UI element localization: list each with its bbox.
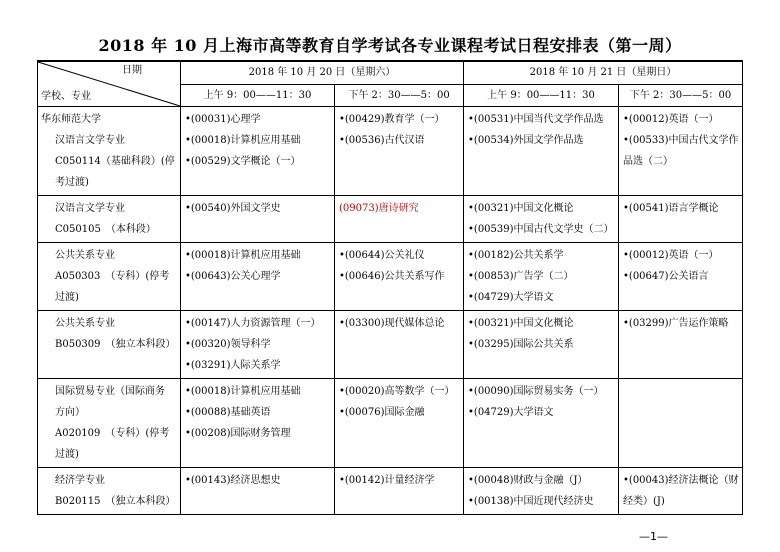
course-entry: •(00208)国际财务管理	[185, 428, 291, 439]
course-entry: •(00142)计量经济学	[339, 475, 435, 486]
exam-slot-d2pm	[619, 468, 743, 515]
table-row	[38, 311, 743, 379]
exam-slot-d2am	[464, 107, 619, 196]
course-entry: •(00182)公共关系学	[468, 250, 564, 261]
course-entry: •(00644)公关礼仪	[339, 250, 425, 261]
table-row	[38, 107, 743, 196]
exam-slot-d2am	[464, 196, 619, 243]
school-major-line: 国际贸易专业（国际商务	[55, 386, 165, 397]
course-entry: •(00031)心理学	[185, 114, 261, 125]
exam-slot-d1am	[181, 107, 335, 196]
exam-slot-d1am	[181, 311, 335, 379]
exam-slot-d2pm	[619, 196, 743, 243]
school-major-line: A020109 （专科）(停考	[55, 428, 170, 439]
exam-slot-d1pm	[335, 379, 464, 468]
course-entry: •(00088)基础英语	[185, 407, 271, 418]
day2-am-header: 上午 9：00——11：30	[464, 85, 619, 107]
course-entry: •(00048)财政与金融（J）	[468, 475, 588, 486]
course-entry: •(00646)公共关系写作	[339, 271, 445, 282]
school-major-line: B020115 （独立本科段）	[55, 496, 176, 507]
day2-pm-header: 下午 2：30——5：00	[619, 85, 743, 107]
table-row	[38, 243, 743, 311]
exam-slot-d1pm	[335, 243, 464, 311]
school-major-line: C050114（基础科段）(停	[55, 156, 175, 167]
course-entry: •(00429)教育学（一）	[339, 114, 445, 125]
course-entry: •(00534)外国文学作品选	[468, 135, 584, 146]
course-entry: •(03300)现代媒体总论	[339, 318, 445, 329]
exam-slot-d1pm	[335, 196, 464, 243]
course-entry: •(04729)大学语文	[468, 292, 554, 303]
course-entry: •(03291)人际关系学	[185, 360, 281, 371]
exam-slot-d1am	[181, 243, 335, 311]
school-major-line: 考过渡)	[55, 177, 89, 188]
exam-slot-d2pm	[619, 107, 743, 196]
exam-slot-d1am	[181, 196, 335, 243]
course-entry: •(00138)中国近现代经济史	[468, 496, 594, 507]
exam-slot-d2pm	[619, 311, 743, 379]
course-entry: •(00320)领导科学	[185, 339, 271, 350]
course-entry: •(00076)国际金融	[339, 407, 425, 418]
course-entry: •(00012)英语（一）	[623, 250, 719, 261]
table-row	[38, 196, 743, 243]
day2-header: 2018 年 10 月 21 日（星期日）	[464, 61, 743, 85]
course-entry: •(00321)中国文化概论	[468, 318, 574, 329]
corner-date-label: 日期	[122, 65, 142, 76]
course-entry: (09073)唐诗研究	[339, 203, 419, 214]
header-corner	[38, 61, 181, 107]
course-entry: •(00143)经济思想史	[185, 475, 281, 486]
course-entry: •(03295)国际公共关系	[468, 339, 574, 350]
school-major-line: 公共关系专业	[55, 318, 115, 329]
school-major-line: B050309 （独立本科段）	[55, 339, 176, 350]
school-major-cell	[38, 107, 181, 196]
school-major-cell	[38, 243, 181, 311]
course-entry: •(00536)古代汉语	[339, 135, 425, 146]
exam-slot-d2am	[464, 243, 619, 311]
school-major-cell	[38, 196, 181, 243]
school-major-line: 汉语言文学专业	[55, 135, 125, 146]
school-major-cell	[38, 379, 181, 468]
course-entry: •(00853)广告学（二）	[468, 271, 574, 282]
school-major-cell	[38, 468, 181, 515]
course-entry: •(00012)英语（一）	[623, 114, 719, 125]
exam-slot-d1pm	[335, 311, 464, 379]
school-major-line: 汉语言文学专业	[55, 203, 125, 214]
course-entry: •(04729)大学语文	[468, 407, 554, 418]
course-entry: •(00541)语言学概论	[623, 203, 719, 214]
school-major-line: 华东师范大学	[41, 114, 101, 125]
school-major-line: 公共关系专业	[55, 250, 115, 261]
course-entry: •(00043)经济法概论（财经类）(J)	[623, 475, 739, 507]
course-entry: •(00020)高等数学（一）	[339, 386, 455, 397]
table-row	[38, 379, 743, 468]
course-entry: •(00647)公关语言	[623, 271, 709, 282]
course-entry: •(00643)公关心理学	[185, 271, 281, 282]
exam-slot-d2pm	[619, 243, 743, 311]
day1-am-header: 上午 9：00——11：30	[181, 85, 335, 107]
school-major-line: 经济学专业	[55, 475, 105, 486]
course-entry: •(00531)中国当代文学作品选	[468, 114, 604, 125]
course-entry: •(00018)计算机应用基础	[185, 250, 301, 261]
course-entry: •(00321)中国文化概论	[468, 203, 574, 214]
course-entry: •(03299)广告运作策略	[623, 318, 729, 329]
school-major-line: A050303 （专科）(停考	[55, 271, 170, 282]
school-major-line: 方向）	[55, 407, 85, 418]
exam-slot-d1am	[181, 468, 335, 515]
course-entry: •(00529)文学概论（一）	[185, 156, 301, 167]
exam-slot-d2am	[464, 379, 619, 468]
course-entry: •(00147)人力资源管理（一）	[185, 318, 321, 329]
corner-school-label: 学校、专业	[41, 91, 91, 102]
page-number: —1—	[639, 530, 668, 543]
schedule-table	[37, 60, 743, 515]
school-major-line: 过渡)	[55, 292, 79, 303]
course-entry: •(00539)中国古代文学史（二）	[468, 224, 614, 235]
exam-slot-d2am	[464, 311, 619, 379]
school-major-line: C050105 （本科段）	[55, 224, 156, 235]
exam-slot-d1pm	[335, 107, 464, 196]
page-title: 2018 年 10 月上海市高等教育自学考试各专业课程考试日程安排表（第一周）	[98, 36, 682, 55]
course-entry: •(00540)外国文学史	[185, 203, 281, 214]
exam-slot-d2am	[464, 468, 619, 515]
exam-slot-d1am	[181, 379, 335, 468]
exam-slot-d1pm	[335, 468, 464, 515]
course-entry: •(00533)中国古代文学作品选（二）	[623, 135, 739, 167]
table-row	[38, 468, 743, 515]
course-entry: •(00018)计算机应用基础	[185, 386, 301, 397]
day1-header: 2018 年 10 月 20 日（星期六）	[181, 61, 464, 85]
course-entry: •(00090)国际贸易实务（一）	[468, 386, 604, 397]
exam-slot-d2pm	[619, 379, 743, 468]
school-major-cell	[38, 311, 181, 379]
school-major-line: 过渡)	[55, 449, 79, 460]
day1-pm-header: 下午 2：30——5：00	[335, 85, 464, 107]
course-entry: •(00018)计算机应用基础	[185, 135, 301, 146]
